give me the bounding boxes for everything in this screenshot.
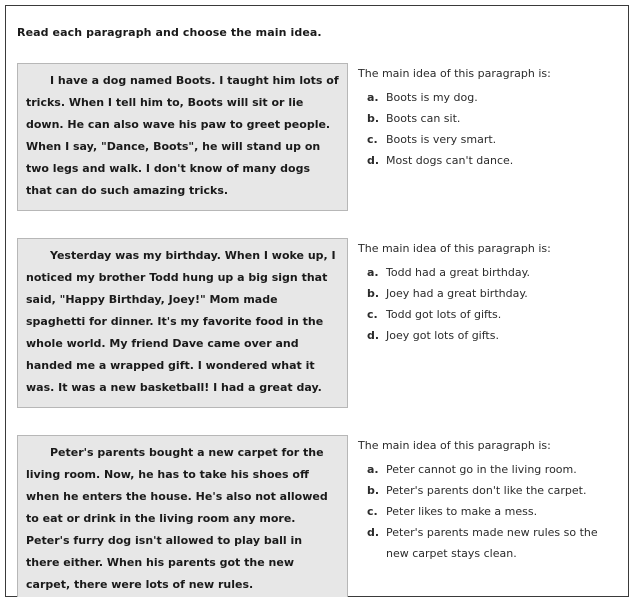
- choice-text: Peter cannot go in the living room.: [386, 463, 577, 476]
- choice-text: Joey got lots of gifts.: [386, 329, 499, 342]
- question-prompt: The main idea of this paragraph is:: [358, 242, 551, 255]
- paragraph-box-2: [17, 238, 348, 408]
- choice-option-d: [367, 150, 618, 171]
- choice-option-d: [367, 522, 618, 564]
- choice-text: Peter's parents made new rules so the new carpet stays clean.: [386, 526, 598, 560]
- choice-text: Joey had a great birthday.: [386, 287, 528, 300]
- choice-option-b: [367, 283, 618, 304]
- exercise-row-1: [17, 63, 618, 211]
- choice-option-c: [367, 304, 618, 325]
- choice-option-a: [367, 87, 618, 108]
- paragraph-text: Peter's parents bought a new carpet for the living room. Now, he has to take his shoes off when he enters the house. He's also not allowed to eat or drink in the living room any more. Peter's furry dog isn't allowed to play ball in there either. When his parents got the new carpet, there were lots of new rules.: [26, 446, 328, 591]
- choice-option-c: [367, 129, 618, 150]
- choice-text: Peter likes to make a mess.: [386, 505, 538, 518]
- choice-text: Boots is very smart.: [386, 133, 497, 146]
- choice-option-a: [367, 262, 618, 283]
- choice-text: Todd had a great birthday.: [386, 266, 531, 279]
- choice-letter: d.: [367, 154, 380, 167]
- choice-option-b: [367, 480, 618, 501]
- paragraph-box-3: [17, 435, 348, 597]
- instruction: Read each paragraph and choose the main idea.: [17, 26, 322, 39]
- choice-letter: a.: [367, 463, 379, 476]
- question-prompt: The main idea of this paragraph is:: [358, 67, 551, 80]
- exercise-row-2: [17, 238, 618, 408]
- worksheet-page: [5, 5, 629, 597]
- choice-text: Boots is my dog.: [386, 91, 478, 104]
- paragraph-text: Yesterday was my birthday. When I woke up, I noticed my brother Todd hung up a big sign that said, "Happy Birthday, Joey!" Mom made spaghetti for dinner. It's my favorite food in the whole world. My friend Dave came over and handed me a wrapped gift. I wondered what it was. It was a new basketball! I had a great day.: [26, 249, 336, 394]
- choice-letter: c.: [367, 505, 378, 518]
- choice-text: Todd got lots of gifts.: [386, 308, 502, 321]
- choice-option-c: [367, 501, 618, 522]
- paragraph-text: I have a dog named Boots. I taught him lots of tricks. When I tell him to, Boots will sit or lie down. He can also wave his paw to greet people. When I say, "Dance, Boots", he will stand up on two legs and walk. I don't know of many dogs that can do such amazing tricks.: [26, 74, 339, 197]
- choice-text: Peter's parents don't like the carpet.: [386, 484, 587, 497]
- choice-option-b: [367, 108, 618, 129]
- choice-text: Boots can sit.: [386, 112, 461, 125]
- question-block-1: [348, 63, 618, 171]
- choice-letter: b.: [367, 112, 380, 125]
- exercise-row-3: [17, 435, 618, 597]
- choice-letter: d.: [367, 329, 380, 342]
- choice-letter: b.: [367, 484, 380, 497]
- choice-text: Most dogs can't dance.: [386, 154, 514, 167]
- question-prompt: The main idea of this paragraph is:: [358, 439, 551, 452]
- choice-option-d: [367, 325, 618, 346]
- question-block-2: [348, 238, 618, 346]
- choice-letter: a.: [367, 266, 379, 279]
- choice-letter: c.: [367, 308, 378, 321]
- paragraph-box-1: [17, 63, 348, 211]
- choice-letter: a.: [367, 91, 379, 104]
- choice-letter: d.: [367, 526, 380, 539]
- choice-letter: c.: [367, 133, 378, 146]
- choice-option-a: [367, 459, 618, 480]
- question-block-3: [348, 435, 618, 564]
- choice-letter: b.: [367, 287, 380, 300]
